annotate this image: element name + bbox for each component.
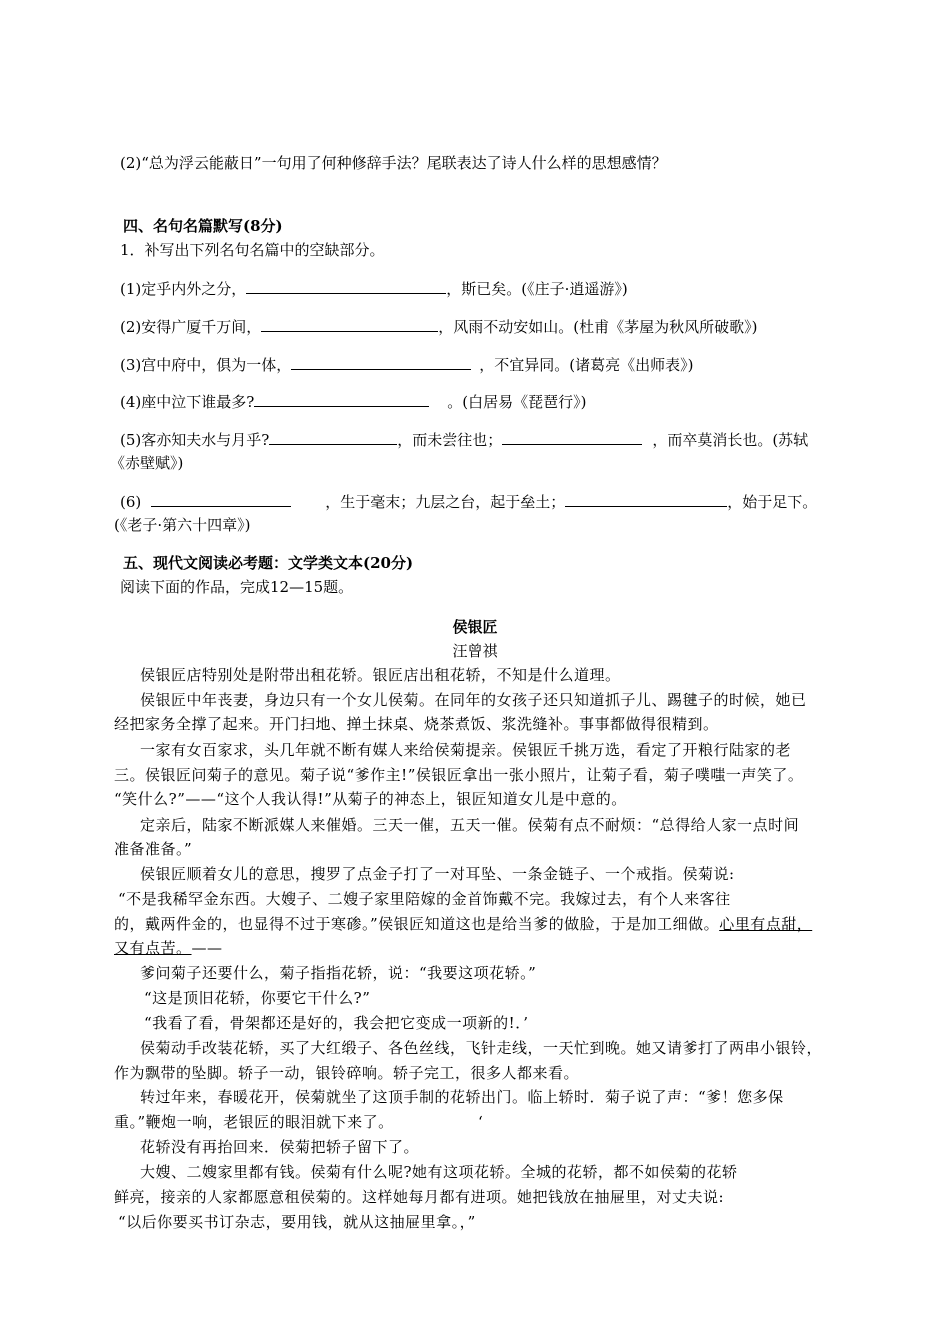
story-line: 经把家务全撑了起来。开门扫地、掸土抹桌、烧茶煮饭、浆洗缝补。事事都做得很精到。: [114, 715, 719, 733]
fill-item-prefix: (1)定乎内外之分，: [120, 280, 247, 298]
fill-item-suffix: ，斯已矣。(《庄子·逍遥游》): [446, 280, 628, 298]
story-line: [114, 914, 812, 934]
story-line: 鲜亮，接亲的人家都愿意租侯菊的。这样她每月都有进项。她把钱放在抽屉里，对丈夫说:: [114, 1188, 725, 1206]
story-line: 侯银匠中年丧妻，身边只有一个女儿侯菊。在同年的女孩子还只知道抓子儿、踢毽子的时候，她已: [140, 691, 807, 709]
fill-item-suffix: ，而卒莫消长也。(苏轼: [652, 431, 809, 449]
story-line: “我看了看，骨架都还是好的，我会把它变成一项新的!．’: [144, 1014, 529, 1032]
section-5-heading: 五、现代文阅读必考题：文学类文本(20分): [123, 554, 414, 572]
story-line: 作为飘带的坠脚。轿子一动，银铃碎响。轿子完工，很多人都来看。: [114, 1064, 580, 1082]
section-4-heading: 四、名句名篇默写(8分): [123, 217, 283, 235]
story-line: 转过年来，春暖花开，侯菊就坐了这顶手制的花轿出门。临上轿时．菊子说了声：“爹！您多保: [140, 1088, 784, 1106]
fill-item-prefix: (3)宫中府中，俱为一体，: [120, 356, 292, 374]
story-line: 定亲后，陆家不断派媒人来催婚。三天一催，五天一催。侯菊有点不耐烦：“总得给人家一点时间: [140, 816, 800, 834]
answer-blank[interactable]: [269, 429, 397, 445]
story-line: 侯银匠顺着女儿的意思，搜罗了点金子打了一对耳坠、一条金链子、一个戒指。侯菊说:: [140, 865, 735, 883]
story-line: 侯银匠店特别处是附带出租花轿。银匠店出租花轿，不知是什么道理。: [140, 666, 621, 684]
fill-item-prefix: (2)安得广厦千万间，: [120, 318, 262, 336]
story-line: [114, 938, 223, 958]
story-line: 大嫂、二嫂家里都有钱。侯菊有什么呢?她有这项花轿。全城的花轿，都不如侯菊的花轿: [140, 1163, 738, 1181]
fill-item-prefix: (6): [120, 493, 142, 511]
underlined-phrase: 又有点苦。: [114, 939, 192, 957]
story-line: 准备准备。”: [114, 840, 193, 858]
answer-blank[interactable]: [261, 316, 438, 332]
underlined-phrase: 心里有点甜，: [719, 915, 813, 933]
fill-item-5: [120, 429, 808, 450]
fill-item-middle: ，生于毫末；九层之台，起于垒土；: [325, 493, 566, 511]
fill-item-suffix: 。(白居易《琵琶行》): [447, 393, 587, 411]
stray-mark: ‘: [478, 1113, 484, 1131]
answer-blank[interactable]: [565, 491, 727, 507]
story-author: 汪曾祺: [452, 642, 498, 660]
section-5-instruction: 阅读下面的作品，完成12—15题。: [120, 578, 354, 596]
story-line: “笑什么?”——“这个人我认得!”从菊子的神态上，银匠知道女儿是中意的。: [114, 790, 627, 808]
fill-item-middle: ，而未尝往也；: [397, 431, 503, 449]
fill-item-4: [120, 391, 587, 412]
story-line: 一家有女百家求，头几年就不断有媒人来给侯菊提亲。侯银匠千挑万选，看定了开粮行陆家的老: [140, 741, 792, 759]
section-4-instruction: 1．补写出下列名句名篇中的空缺部分。: [120, 241, 385, 259]
fill-item-prefix: (4)座中泣下谁最多?: [120, 393, 255, 411]
fill-item-prefix: (5)客亦知夫水与月乎?: [120, 431, 270, 449]
answer-blank[interactable]: [291, 354, 471, 370]
fill-item-6: [120, 491, 817, 512]
story-text: ——: [191, 939, 223, 957]
story-line: 重。”鞭炮一响，老银匠的眼泪就下来了。: [114, 1113, 394, 1131]
story-title: 侯银匠: [452, 618, 498, 636]
story-line: 爹问菊子还要什么，菊子指指花轿，说：“我要这项花轿。”: [140, 964, 537, 982]
story-line: “这是顶旧花轿，你要它干什么?”: [144, 989, 371, 1007]
fill-item-suffix: ，不宜异同。(诸葛亮《出师表》): [479, 356, 694, 374]
fill-item-suffix: ，始于足下。: [727, 493, 818, 511]
fill-item-3: [120, 354, 693, 375]
fill-item-5-line2: 《赤壁赋》): [110, 454, 184, 472]
answer-blank[interactable]: [246, 278, 446, 294]
story-line: 侯菊动手改装花轿，买了大红缎子、各色丝线，飞针走线，一天忙到晚。她又请爹打了两串小银铃，: [140, 1039, 823, 1057]
fill-item-suffix: ，风雨不动安如山。(杜甫《茅屋为秋风所破歌》): [438, 318, 758, 336]
answer-blank[interactable]: [254, 391, 429, 407]
fill-item-6-line2: (《老子·第六十四章》): [114, 516, 251, 534]
story-text: 的，戴两件金的，也显得不过于寒碜。”侯银匠知道这也是给当爹的做脸，于是加工细做。: [114, 915, 720, 933]
story-line: “以后你要买书订杂志，要用钱，就从这抽屉里拿。，”: [118, 1213, 476, 1231]
answer-blank[interactable]: [502, 429, 642, 445]
story-line: 三。侯银匠问菊子的意见。菊子说“爹作主!”侯银匠拿出一张小照片，让菊子看，菊子噗嗤一声笑了。: [114, 766, 804, 784]
fill-item-2: [120, 316, 757, 337]
story-line: “不是我稀罕金东西。大嫂子、二嫂子家里陪嫁的金首饰戴不完。我嫁过去，有个人来客往: [118, 890, 731, 908]
answer-blank[interactable]: [151, 491, 291, 507]
fill-item-1: [120, 278, 628, 299]
story-line: 花轿没有再抬回来．侯菊把轿子留下了。: [140, 1138, 420, 1156]
question-2: (2)“总为浮云能蔽日”一句用了何种修辞手法？尾联表达了诗人什么样的思想感情？: [120, 154, 667, 172]
